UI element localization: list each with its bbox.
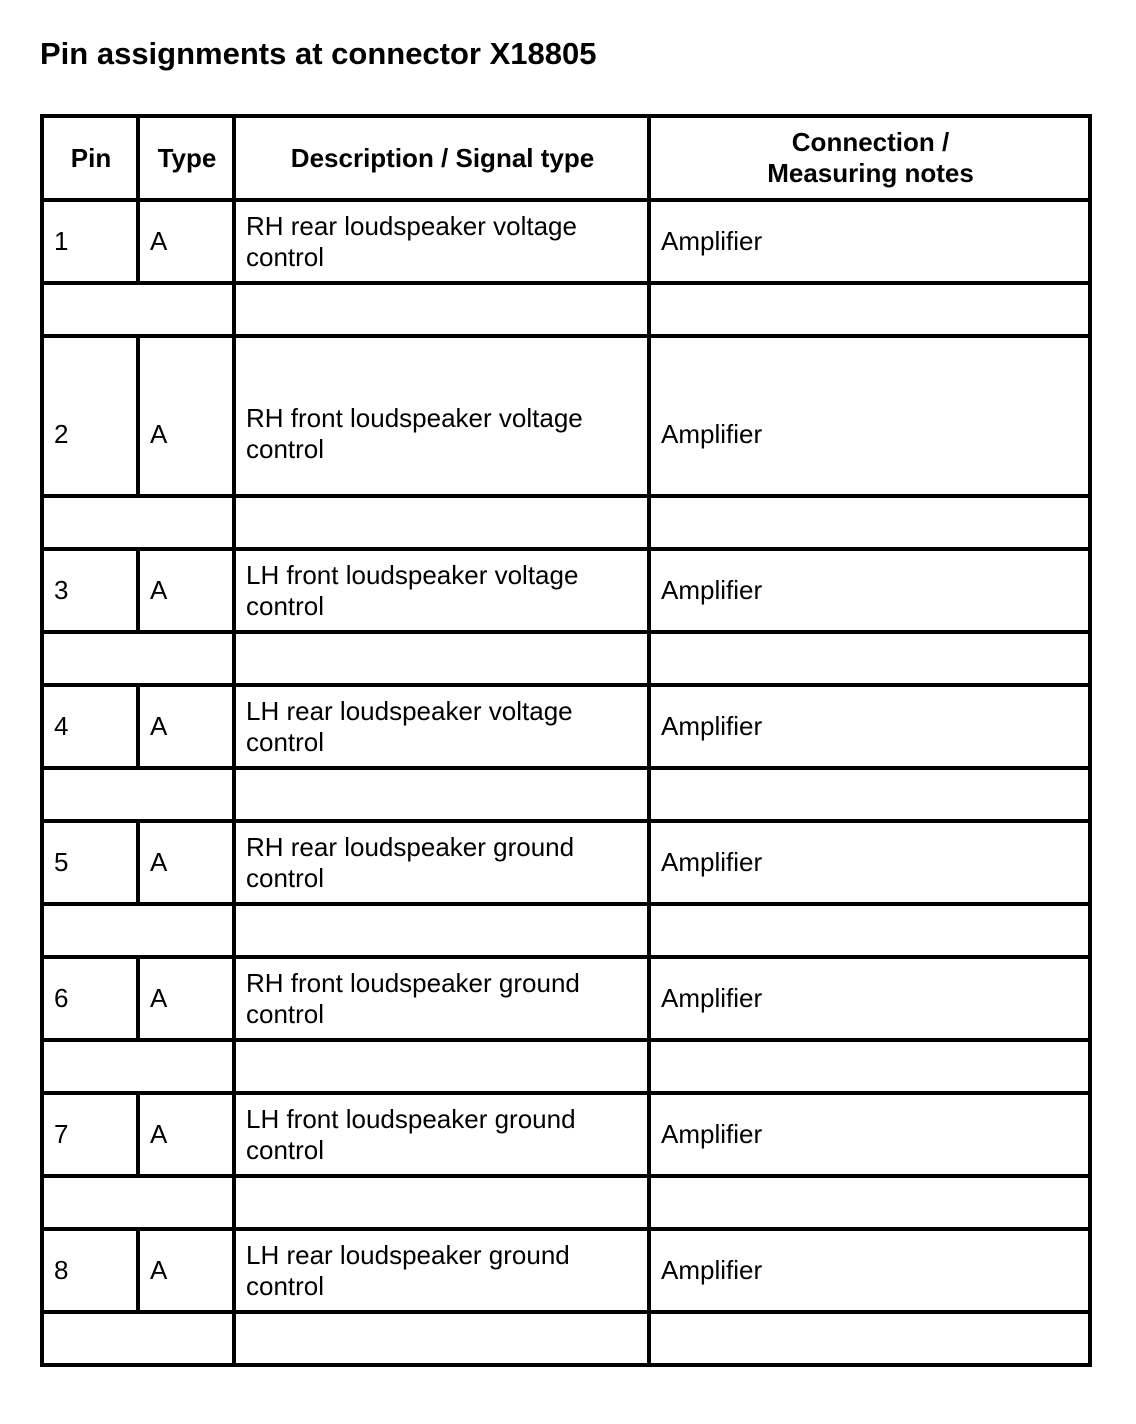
- type-cell: A: [138, 200, 234, 283]
- type-cell: A: [138, 821, 234, 904]
- connection-cell: Amplifier: [649, 1093, 1090, 1176]
- pin-cell: 2: [42, 336, 138, 496]
- table-body: [42, 200, 1090, 1365]
- connection-cell: Amplifier: [649, 200, 1090, 283]
- description-cell: RH front loudspeaker voltage control: [234, 336, 649, 496]
- table-row: [42, 1093, 1090, 1176]
- spacer-cell: [649, 283, 1090, 336]
- connection-cell: Amplifier: [649, 1229, 1090, 1312]
- pin-cell: 5: [42, 821, 138, 904]
- description-cell: RH rear loudspeaker ground control: [234, 821, 649, 904]
- type-cell: A: [138, 957, 234, 1040]
- table-row: [42, 957, 1090, 1040]
- spacer-row: [42, 1176, 1090, 1229]
- header-row: [42, 116, 1090, 200]
- description-cell: LH front loudspeaker ground control: [234, 1093, 649, 1176]
- pin-cell: 6: [42, 957, 138, 1040]
- table-row: [42, 336, 1090, 496]
- spacer-cell: [42, 496, 234, 549]
- spacer-row: [42, 496, 1090, 549]
- spacer-cell: [42, 1312, 234, 1365]
- type-cell: A: [138, 336, 234, 496]
- spacer-cell: [234, 1040, 649, 1093]
- table-row: [42, 200, 1090, 283]
- description-cell: LH front loudspeaker voltage control: [234, 549, 649, 632]
- connection-cell: Amplifier: [649, 821, 1090, 904]
- header-description: Description / Signal type: [234, 116, 649, 200]
- connection-cell: Amplifier: [649, 957, 1090, 1040]
- spacer-cell: [42, 283, 234, 336]
- pin-cell: 4: [42, 685, 138, 768]
- type-cell: A: [138, 685, 234, 768]
- header-connection: Connection / Measuring notes: [649, 116, 1090, 200]
- spacer-cell: [649, 1176, 1090, 1229]
- header-type: Type: [138, 116, 234, 200]
- header-pin: Pin: [42, 116, 138, 200]
- spacer-cell: [42, 904, 234, 957]
- spacer-cell: [42, 1176, 234, 1229]
- spacer-cell: [234, 283, 649, 336]
- spacer-cell: [234, 632, 649, 685]
- type-cell: A: [138, 549, 234, 632]
- spacer-row: [42, 1312, 1090, 1365]
- page-title: Pin assignments at connector X18805: [40, 36, 597, 71]
- spacer-cell: [649, 1040, 1090, 1093]
- spacer-cell: [649, 904, 1090, 957]
- spacer-cell: [649, 496, 1090, 549]
- connection-cell: Amplifier: [649, 336, 1090, 496]
- table-row: [42, 549, 1090, 632]
- table-row: [42, 1229, 1090, 1312]
- table-row: [42, 685, 1090, 768]
- description-cell: RH rear loudspeaker voltage control: [234, 200, 649, 283]
- connection-cell: Amplifier: [649, 549, 1090, 632]
- type-cell: A: [138, 1229, 234, 1312]
- spacer-cell: [649, 1312, 1090, 1365]
- spacer-cell: [234, 1312, 649, 1365]
- type-cell: A: [138, 1093, 234, 1176]
- pin-assignment-table: [40, 114, 1092, 1367]
- spacer-cell: [42, 1040, 234, 1093]
- spacer-row: [42, 1040, 1090, 1093]
- pin-cell: 8: [42, 1229, 138, 1312]
- spacer-row: [42, 283, 1090, 336]
- spacer-cell: [234, 1176, 649, 1229]
- spacer-cell: [234, 904, 649, 957]
- connection-cell: Amplifier: [649, 685, 1090, 768]
- description-cell: LH rear loudspeaker voltage control: [234, 685, 649, 768]
- description-cell: LH rear loudspeaker ground control: [234, 1229, 649, 1312]
- pin-cell: 7: [42, 1093, 138, 1176]
- spacer-cell: [649, 768, 1090, 821]
- spacer-row: [42, 904, 1090, 957]
- spacer-cell: [42, 768, 234, 821]
- spacer-cell: [42, 632, 234, 685]
- spacer-row: [42, 632, 1090, 685]
- table-row: [42, 821, 1090, 904]
- spacer-cell: [234, 768, 649, 821]
- spacer-row: [42, 768, 1090, 821]
- spacer-cell: [649, 632, 1090, 685]
- pin-cell: 1: [42, 200, 138, 283]
- pin-cell: 3: [42, 549, 138, 632]
- spacer-cell: [234, 496, 649, 549]
- description-cell: RH front loudspeaker ground control: [234, 957, 649, 1040]
